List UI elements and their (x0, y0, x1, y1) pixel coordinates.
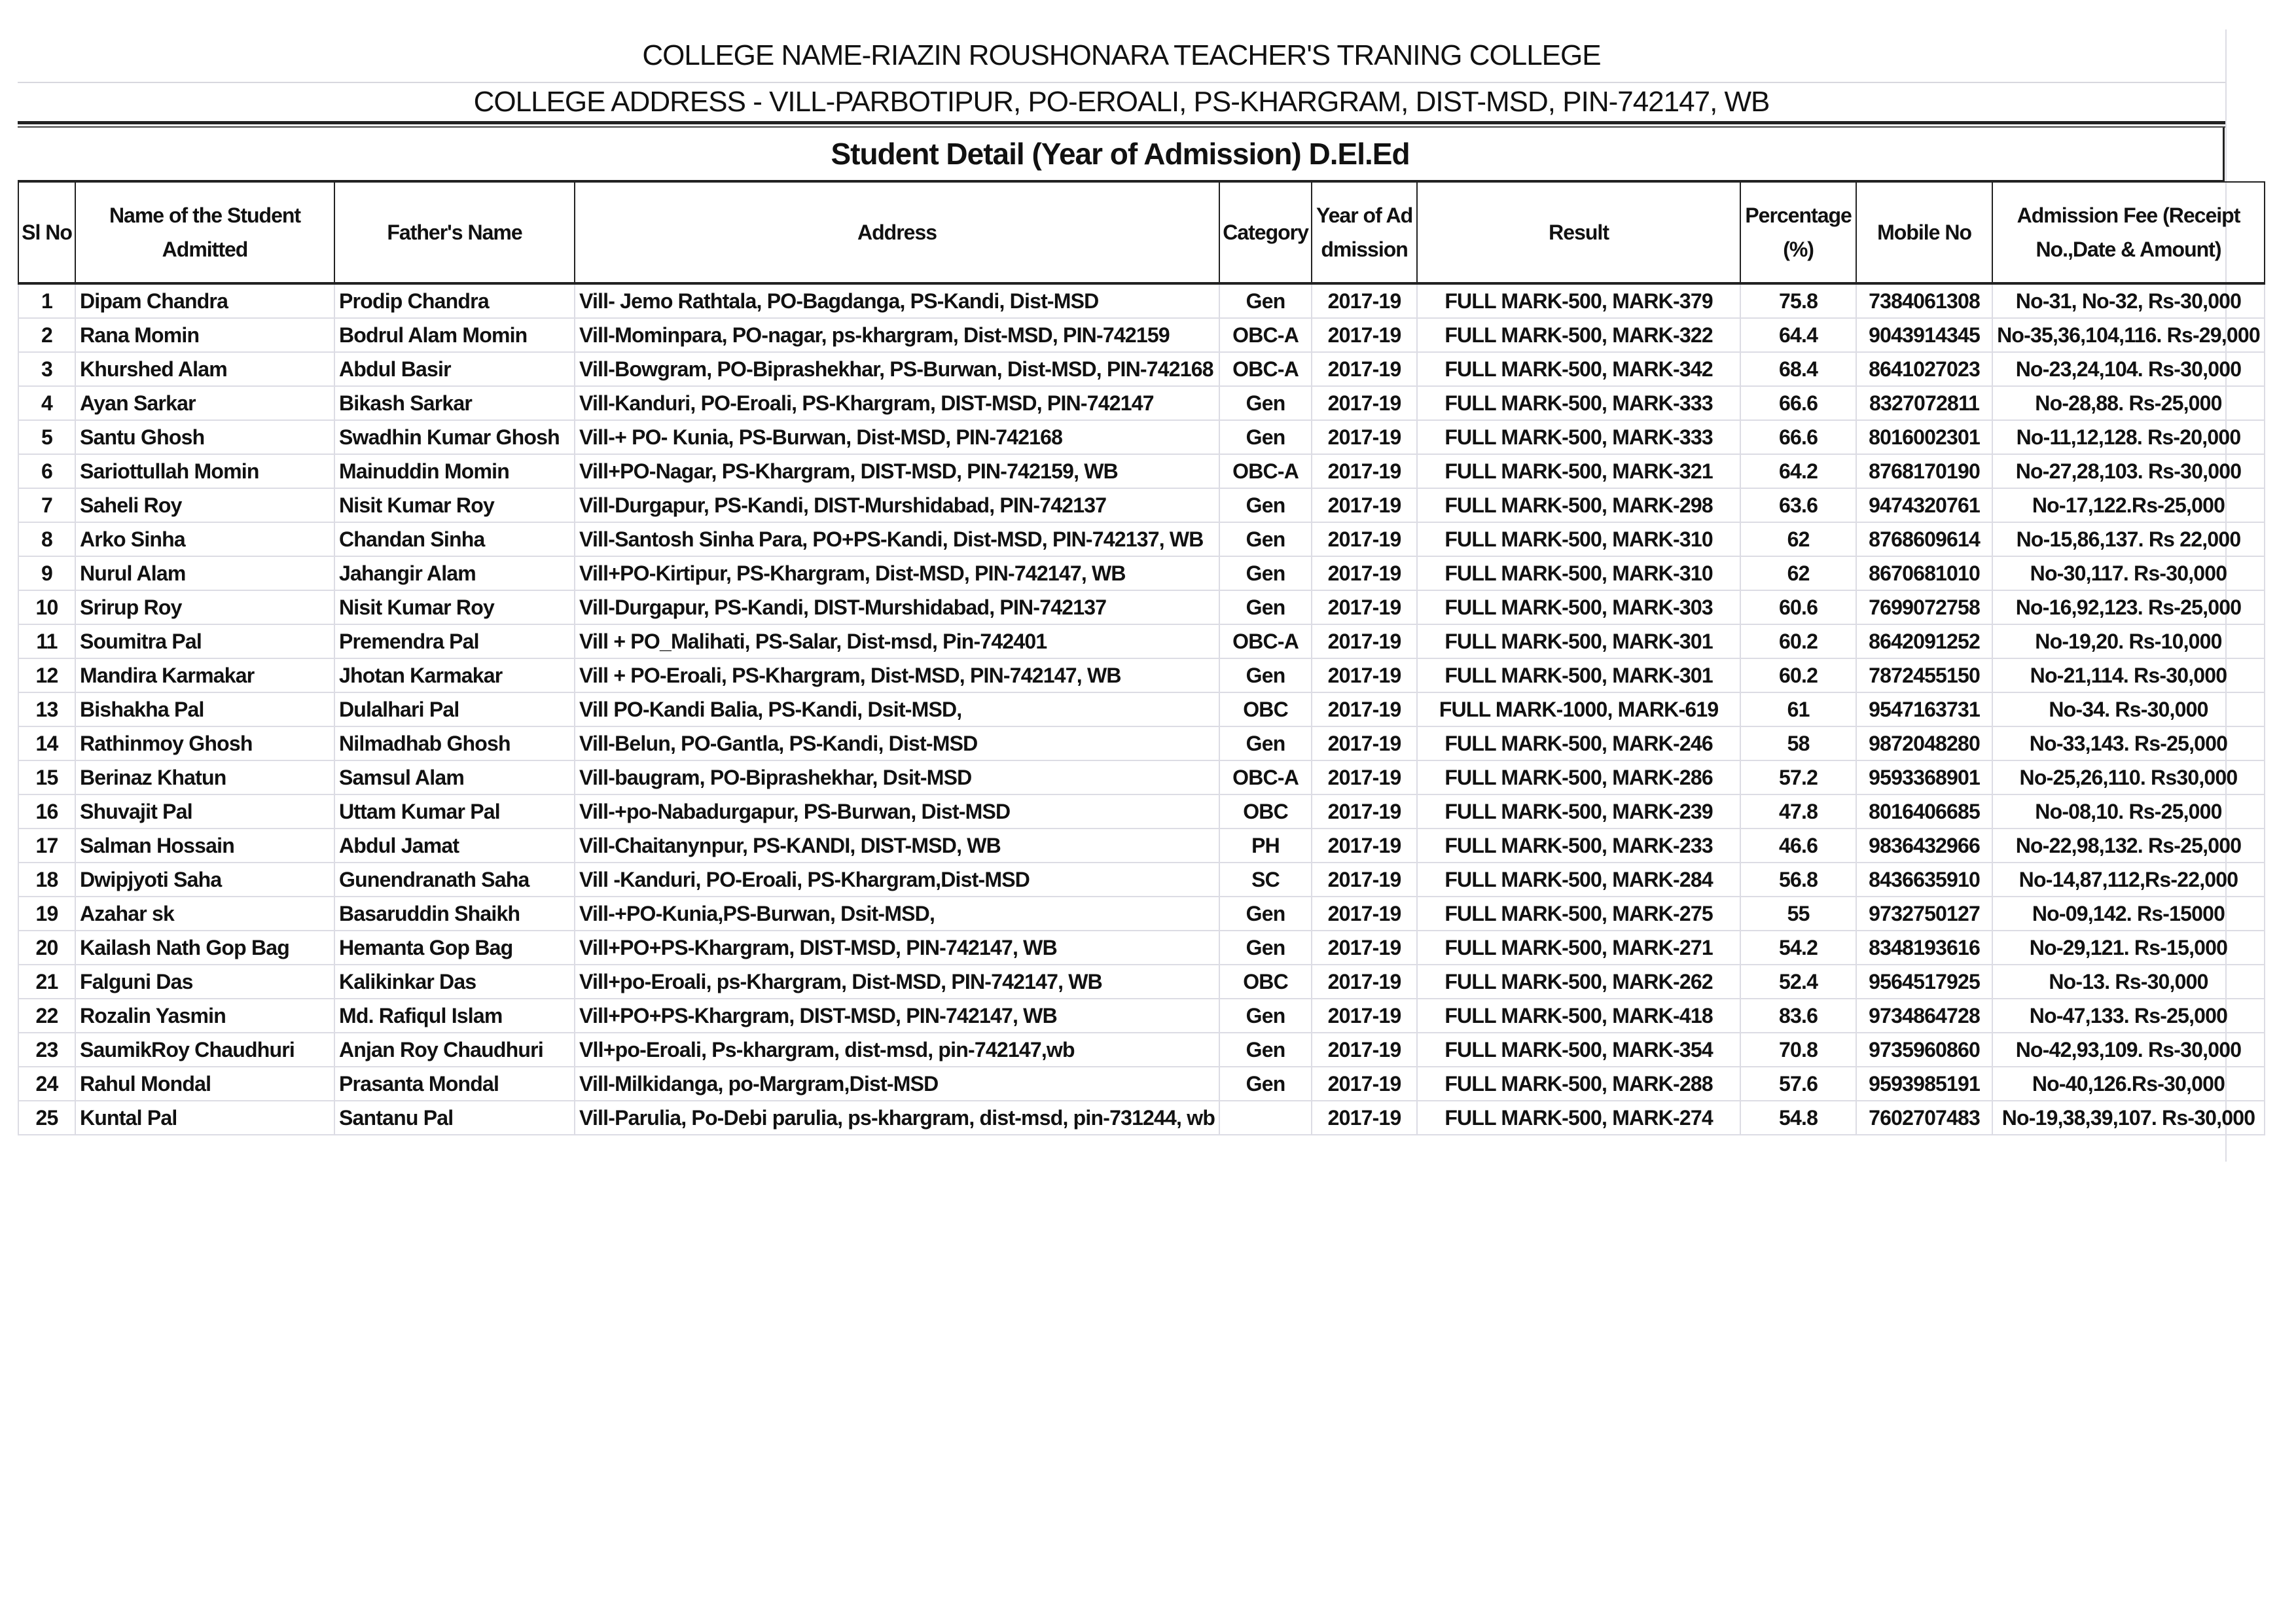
cell-admission-fee: No-17,122.Rs-25,000 (1992, 488, 2265, 522)
table-row (18, 965, 2265, 999)
cell-result: FULL MARK-500, MARK-310 (1417, 556, 1740, 590)
cell-student-name: Berinaz Khatun (75, 760, 334, 794)
cell-year: 2017-19 (1312, 386, 1417, 420)
cell-sl-no: 2 (18, 318, 75, 352)
cell-address: Vill+PO+PS-Khargram, DIST-MSD, PIN-742147, WB (575, 931, 1219, 965)
table-row (18, 488, 2265, 522)
cell-father-name: Nisit Kumar Roy (334, 590, 575, 624)
cell-result: FULL MARK-500, MARK-271 (1417, 931, 1740, 965)
cell-sl-no: 9 (18, 556, 75, 590)
cell-student-name: Rathinmoy Ghosh (75, 726, 334, 760)
cell-year: 2017-19 (1312, 692, 1417, 726)
table-row (18, 522, 2265, 556)
cell-student-name: Soumitra Pal (75, 624, 334, 658)
cell-admission-fee: No-40,126.Rs-30,000 (1992, 1067, 2265, 1101)
cell-mobile: 9564517925 (1856, 965, 1992, 999)
cell-sl-no: 22 (18, 999, 75, 1033)
column-header-student-name: Name of the Student Admitted (75, 182, 334, 283)
cell-address: Vill-Belun, PO-Gantla, PS-Kandi, Dist-MSD (575, 726, 1219, 760)
column-header-admission-fee: Admission Fee (Receipt No.,Date & Amount) (1992, 182, 2265, 283)
cell-admission-fee: No-11,12,128. Rs-20,000 (1992, 420, 2265, 454)
cell-father-name: Bikash Sarkar (334, 386, 575, 420)
cell-year: 2017-19 (1312, 624, 1417, 658)
cell-admission-fee: No-09,142. Rs-15000 (1992, 897, 2265, 931)
cell-admission-fee: No-14,87,112,Rs-22,000 (1992, 863, 2265, 897)
cell-result: FULL MARK-500, MARK-246 (1417, 726, 1740, 760)
cell-year: 2017-19 (1312, 283, 1417, 318)
table-row (18, 556, 2265, 590)
header-row (18, 182, 2265, 283)
cell-student-name: Falguni Das (75, 965, 334, 999)
cell-father-name: Bodrul Alam Momin (334, 318, 575, 352)
cell-year: 2017-19 (1312, 1101, 1417, 1135)
cell-sl-no: 14 (18, 726, 75, 760)
cell-admission-fee: No-35,36,104,116. Rs-29,000 (1992, 318, 2265, 352)
cell-father-name: Swadhin Kumar Ghosh (334, 420, 575, 454)
cell-sl-no: 12 (18, 658, 75, 692)
cell-father-name: Mainuddin Momin (334, 454, 575, 488)
cell-year: 2017-19 (1312, 965, 1417, 999)
table-row (18, 283, 2265, 318)
cell-category: Gen (1219, 726, 1312, 760)
cell-percentage: 56.8 (1740, 863, 1856, 897)
cell-sl-no: 10 (18, 590, 75, 624)
cell-father-name: Premendra Pal (334, 624, 575, 658)
cell-year: 2017-19 (1312, 931, 1417, 965)
cell-address: Vill-Durgapur, PS-Kandi, DIST-Murshidabad, PIN-742137 (575, 590, 1219, 624)
cell-admission-fee: No-22,98,132. Rs-25,000 (1992, 829, 2265, 863)
cell-address: Vill-+PO-Kunia,PS-Burwan, Dsit-MSD, (575, 897, 1219, 931)
table-row (18, 352, 2265, 386)
cell-year: 2017-19 (1312, 556, 1417, 590)
cell-student-name: Saheli Roy (75, 488, 334, 522)
cell-year: 2017-19 (1312, 658, 1417, 692)
cell-sl-no: 6 (18, 454, 75, 488)
cell-category: Gen (1219, 1067, 1312, 1101)
cell-result: FULL MARK-500, MARK-321 (1417, 454, 1740, 488)
cell-year: 2017-19 (1312, 420, 1417, 454)
cell-mobile: 8768609614 (1856, 522, 1992, 556)
cell-category: Gen (1219, 488, 1312, 522)
cell-percentage: 64.2 (1740, 454, 1856, 488)
cell-student-name: Ayan Sarkar (75, 386, 334, 420)
column-header-percentage: Percentage (%) (1740, 182, 1856, 283)
cell-sl-no: 7 (18, 488, 75, 522)
cell-student-name: Rahul Mondal (75, 1067, 334, 1101)
cell-category: OBC-A (1219, 760, 1312, 794)
cell-student-name: Sariottullah Momin (75, 454, 334, 488)
cell-father-name: Abdul Basir (334, 352, 575, 386)
cell-result: FULL MARK-500, MARK-274 (1417, 1101, 1740, 1135)
cell-father-name: Jahangir Alam (334, 556, 575, 590)
cell-sl-no: 19 (18, 897, 75, 931)
cell-percentage: 62 (1740, 556, 1856, 590)
cell-result: FULL MARK-500, MARK-342 (1417, 352, 1740, 386)
cell-address: Vill-+ PO- Kunia, PS-Burwan, Dist-MSD, PIN-742168 (575, 420, 1219, 454)
cell-result: FULL MARK-500, MARK-284 (1417, 863, 1740, 897)
cell-percentage: 61 (1740, 692, 1856, 726)
cell-student-name: Rozalin Yasmin (75, 999, 334, 1033)
cell-category: OBC-A (1219, 318, 1312, 352)
cell-father-name: Hemanta Gop Bag (334, 931, 575, 965)
table-row (18, 829, 2265, 863)
column-header-category: Category (1219, 182, 1312, 283)
cell-father-name: Md. Rafiqul Islam (334, 999, 575, 1033)
cell-admission-fee: No-21,114. Rs-30,000 (1992, 658, 2265, 692)
cell-admission-fee: No-34. Rs-30,000 (1992, 692, 2265, 726)
cell-category: Gen (1219, 283, 1312, 318)
table-row (18, 318, 2265, 352)
cell-address: Vill+PO-Nagar, PS-Khargram, DIST-MSD, PIN-742159, WB (575, 454, 1219, 488)
cell-mobile: 7699072758 (1856, 590, 1992, 624)
cell-year: 2017-19 (1312, 1033, 1417, 1067)
cell-category: Gen (1219, 386, 1312, 420)
cell-address: Vll+po-Eroali, Ps-khargram, dist-msd, pin-742147,wb (575, 1033, 1219, 1067)
cell-result: FULL MARK-500, MARK-418 (1417, 999, 1740, 1033)
cell-student-name: Shuvajit Pal (75, 794, 334, 829)
column-header-sl-no: Sl No (18, 182, 75, 283)
cell-category: Gen (1219, 420, 1312, 454)
cell-sl-no: 25 (18, 1101, 75, 1135)
cell-mobile: 8436635910 (1856, 863, 1992, 897)
table-row (18, 863, 2265, 897)
cell-sl-no: 8 (18, 522, 75, 556)
cell-result: FULL MARK-500, MARK-303 (1417, 590, 1740, 624)
cell-mobile: 7872455150 (1856, 658, 1992, 692)
cell-result: FULL MARK-500, MARK-379 (1417, 283, 1740, 318)
cell-sl-no: 3 (18, 352, 75, 386)
cell-sl-no: 13 (18, 692, 75, 726)
table-row (18, 726, 2265, 760)
cell-student-name: Azahar sk (75, 897, 334, 931)
cell-address: Vill + PO_Malihati, PS-Salar, Dist-msd, Pin-742401 (575, 624, 1219, 658)
cell-student-name: Santu Ghosh (75, 420, 334, 454)
cell-mobile: 9836432966 (1856, 829, 1992, 863)
table-row (18, 1033, 2265, 1067)
cell-year: 2017-19 (1312, 760, 1417, 794)
cell-student-name: Dipam Chandra (75, 283, 334, 318)
cell-mobile: 9547163731 (1856, 692, 1992, 726)
cell-result: FULL MARK-1000, MARK-619 (1417, 692, 1740, 726)
table-row (18, 420, 2265, 454)
cell-father-name: Prodip Chandra (334, 283, 575, 318)
cell-admission-fee: No-27,28,103. Rs-30,000 (1992, 454, 2265, 488)
cell-father-name: Abdul Jamat (334, 829, 575, 863)
cell-sl-no: 1 (18, 283, 75, 318)
cell-father-name: Nisit Kumar Roy (334, 488, 575, 522)
table-row (18, 590, 2265, 624)
table-row (18, 931, 2265, 965)
college-name: COLLEGE NAME-RIAZIN ROUSHONARA TEACHER'S TRANING COLLEGE (18, 29, 2225, 83)
cell-address: Vill-Bowgram, PO-Biprashekhar, PS-Burwan, Dist-MSD, PIN-742168 (575, 352, 1219, 386)
cell-father-name: Gunendranath Saha (334, 863, 575, 897)
cell-address: Vill PO-Kandi Balia, PS-Kandi, Dsit-MSD, (575, 692, 1219, 726)
cell-mobile: 8016002301 (1856, 420, 1992, 454)
cell-year: 2017-19 (1312, 488, 1417, 522)
cell-category: Gen (1219, 999, 1312, 1033)
cell-category (1219, 1101, 1312, 1135)
cell-admission-fee: No-29,121. Rs-15,000 (1992, 931, 2265, 965)
cell-admission-fee: No-15,86,137. Rs 22,000 (1992, 522, 2265, 556)
cell-student-name: Srirup Roy (75, 590, 334, 624)
cell-category: OBC (1219, 794, 1312, 829)
cell-year: 2017-19 (1312, 1067, 1417, 1101)
cell-father-name: Dulalhari Pal (334, 692, 575, 726)
cell-result: FULL MARK-500, MARK-275 (1417, 897, 1740, 931)
cell-mobile: 8348193616 (1856, 931, 1992, 965)
cell-address: Vill-baugram, PO-Biprashekhar, Dsit-MSD (575, 760, 1219, 794)
cell-address: Vill-Parulia, Po-Debi parulia, ps-khargram, dist-msd, pin-731244, wb (575, 1101, 1219, 1135)
cell-student-name: Mandira Karmakar (75, 658, 334, 692)
cell-result: FULL MARK-500, MARK-354 (1417, 1033, 1740, 1067)
cell-year: 2017-19 (1312, 590, 1417, 624)
cell-percentage: 66.6 (1740, 420, 1856, 454)
cell-address: Vill-Chaitanynpur, PS-KANDI, DIST-MSD, WB (575, 829, 1219, 863)
cell-category: Gen (1219, 658, 1312, 692)
cell-category: Gen (1219, 556, 1312, 590)
cell-student-name: Nurul Alam (75, 556, 334, 590)
table-row (18, 1067, 2265, 1101)
cell-father-name: Anjan Roy Chaudhuri (334, 1033, 575, 1067)
table-body (18, 283, 2265, 1135)
cell-mobile: 7602707483 (1856, 1101, 1992, 1135)
cell-category: OBC (1219, 692, 1312, 726)
table-row (18, 692, 2265, 726)
cell-admission-fee: No-33,143. Rs-25,000 (1992, 726, 2265, 760)
cell-student-name: Khurshed Alam (75, 352, 334, 386)
cell-year: 2017-19 (1312, 829, 1417, 863)
college-address: COLLEGE ADDRESS - VILL-PARBOTIPUR, PO-EROALI, PS-KHARGRAM, DIST-MSD, PIN-742147, WB (473, 86, 1770, 118)
cell-mobile: 9735960860 (1856, 1033, 1992, 1067)
column-header-father-name: Father's Name (334, 182, 575, 283)
cell-sl-no: 24 (18, 1067, 75, 1101)
cell-result: FULL MARK-500, MARK-333 (1417, 386, 1740, 420)
column-header-mobile: Mobile No (1856, 182, 1992, 283)
cell-admission-fee: No-23,24,104. Rs-30,000 (1992, 352, 2265, 386)
cell-student-name: Bishakha Pal (75, 692, 334, 726)
cell-category: OBC-A (1219, 454, 1312, 488)
cell-year: 2017-19 (1312, 522, 1417, 556)
cell-percentage: 54.8 (1740, 1101, 1856, 1135)
cell-admission-fee: No-13. Rs-30,000 (1992, 965, 2265, 999)
cell-year: 2017-19 (1312, 352, 1417, 386)
cell-father-name: Samsul Alam (334, 760, 575, 794)
cell-result: FULL MARK-500, MARK-301 (1417, 624, 1740, 658)
column-header-result: Result (1417, 182, 1740, 283)
cell-sl-no: 17 (18, 829, 75, 863)
cell-admission-fee: No-30,117. Rs-30,000 (1992, 556, 2265, 590)
cell-student-name: SaumikRoy Chaudhuri (75, 1033, 334, 1067)
cell-percentage: 62 (1740, 522, 1856, 556)
cell-admission-fee: No-47,133. Rs-25,000 (1992, 999, 2265, 1033)
cell-sl-no: 20 (18, 931, 75, 965)
table-row (18, 658, 2265, 692)
cell-admission-fee: No-25,26,110. Rs30,000 (1992, 760, 2265, 794)
cell-category: Gen (1219, 522, 1312, 556)
cell-father-name: Chandan Sinha (334, 522, 575, 556)
cell-result: FULL MARK-500, MARK-298 (1417, 488, 1740, 522)
cell-student-name: Kuntal Pal (75, 1101, 334, 1135)
cell-percentage: 52.4 (1740, 965, 1856, 999)
cell-category: PH (1219, 829, 1312, 863)
cell-admission-fee: No-08,10. Rs-25,000 (1992, 794, 2265, 829)
cell-father-name: Nilmadhab Ghosh (334, 726, 575, 760)
cell-address: Vill -Kanduri, PO-Eroali, PS-Khargram,Dist-MSD (575, 863, 1219, 897)
cell-percentage: 57.6 (1740, 1067, 1856, 1101)
cell-year: 2017-19 (1312, 897, 1417, 931)
cell-sl-no: 21 (18, 965, 75, 999)
cell-mobile: 8641027023 (1856, 352, 1992, 386)
cell-mobile: 9593985191 (1856, 1067, 1992, 1101)
table-title: Student Detail (Year of Admission) D.El.Ed (18, 128, 2225, 183)
cell-percentage: 66.6 (1740, 386, 1856, 420)
cell-percentage: 70.8 (1740, 1033, 1856, 1067)
cell-address: Vill- Jemo Rathtala, PO-Bagdanga, PS-Kandi, Dist-MSD (575, 283, 1219, 318)
cell-father-name: Jhotan Karmakar (334, 658, 575, 692)
cell-percentage: 54.2 (1740, 931, 1856, 965)
cell-address: Vill+PO-Kirtipur, PS-Khargram, Dist-MSD, PIN-742147, WB (575, 556, 1219, 590)
cell-admission-fee: No-16,92,123. Rs-25,000 (1992, 590, 2265, 624)
cell-sl-no: 23 (18, 1033, 75, 1067)
cell-admission-fee: No-28,88. Rs-25,000 (1992, 386, 2265, 420)
cell-sl-no: 18 (18, 863, 75, 897)
column-header-address: Address (575, 182, 1219, 283)
cell-year: 2017-19 (1312, 454, 1417, 488)
cell-sl-no: 4 (18, 386, 75, 420)
cell-year: 2017-19 (1312, 726, 1417, 760)
cell-percentage: 63.6 (1740, 488, 1856, 522)
cell-category: Gen (1219, 590, 1312, 624)
cell-mobile: 9043914345 (1856, 318, 1992, 352)
cell-father-name: Basaruddin Shaikh (334, 897, 575, 931)
table-row (18, 794, 2265, 829)
cell-address: Vill-+po-Nabadurgapur, PS-Burwan, Dist-MSD (575, 794, 1219, 829)
cell-percentage: 83.6 (1740, 999, 1856, 1033)
cell-address: Vill-Santosh Sinha Para, PO+PS-Kandi, Dist-MSD, PIN-742137, WB (575, 522, 1219, 556)
cell-category: SC (1219, 863, 1312, 897)
table-row (18, 999, 2265, 1033)
cell-sl-no: 11 (18, 624, 75, 658)
cell-address: Vill+PO+PS-Khargram, DIST-MSD, PIN-742147, WB (575, 999, 1219, 1033)
table-row (18, 897, 2265, 931)
cell-student-name: Kailash Nath Gop Bag (75, 931, 334, 965)
cell-sl-no: 5 (18, 420, 75, 454)
cell-percentage: 60.6 (1740, 590, 1856, 624)
cell-student-name: Rana Momin (75, 318, 334, 352)
cell-year: 2017-19 (1312, 863, 1417, 897)
table-row (18, 1101, 2265, 1135)
cell-sl-no: 16 (18, 794, 75, 829)
cell-percentage: 58 (1740, 726, 1856, 760)
cell-result: FULL MARK-500, MARK-301 (1417, 658, 1740, 692)
cell-category: OBC-A (1219, 624, 1312, 658)
cell-mobile: 7384061308 (1856, 283, 1992, 318)
cell-percentage: 55 (1740, 897, 1856, 931)
cell-category: OBC-A (1219, 352, 1312, 386)
cell-address: Vill-Mominpara, PO-nagar, ps-khargram, Dist-MSD, PIN-742159 (575, 318, 1219, 352)
cell-mobile: 8642091252 (1856, 624, 1992, 658)
cell-mobile: 9593368901 (1856, 760, 1992, 794)
cell-percentage: 47.8 (1740, 794, 1856, 829)
cell-mobile: 8327072811 (1856, 386, 1992, 420)
cell-percentage: 60.2 (1740, 624, 1856, 658)
cell-mobile: 8016406685 (1856, 794, 1992, 829)
cell-percentage: 46.6 (1740, 829, 1856, 863)
cell-category: OBC (1219, 965, 1312, 999)
cell-year: 2017-19 (1312, 794, 1417, 829)
cell-percentage: 68.4 (1740, 352, 1856, 386)
cell-father-name: Uttam Kumar Pal (334, 794, 575, 829)
cell-mobile: 9734864728 (1856, 999, 1992, 1033)
cell-result: FULL MARK-500, MARK-333 (1417, 420, 1740, 454)
cell-result: FULL MARK-500, MARK-310 (1417, 522, 1740, 556)
cell-category: Gen (1219, 897, 1312, 931)
cell-percentage: 64.4 (1740, 318, 1856, 352)
cell-admission-fee: No-19,20. Rs-10,000 (1992, 624, 2265, 658)
cell-address: Vill+po-Eroali, ps-Khargram, Dist-MSD, PIN-742147, WB (575, 965, 1219, 999)
cell-father-name: Kalikinkar Das (334, 965, 575, 999)
cell-address: Vill + PO-Eroali, PS-Khargram, Dist-MSD, PIN-742147, WB (575, 658, 1219, 692)
cell-father-name: Santanu Pal (334, 1101, 575, 1135)
cell-result: FULL MARK-500, MARK-233 (1417, 829, 1740, 863)
cell-address: Vill-Kanduri, PO-Eroali, PS-Khargram, DIST-MSD, PIN-742147 (575, 386, 1219, 420)
cell-sl-no: 15 (18, 760, 75, 794)
cell-mobile: 9732750127 (1856, 897, 1992, 931)
cell-year: 2017-19 (1312, 999, 1417, 1033)
cell-father-name: Prasanta Mondal (334, 1067, 575, 1101)
cell-percentage: 57.2 (1740, 760, 1856, 794)
cell-result: FULL MARK-500, MARK-322 (1417, 318, 1740, 352)
column-header-year: Year of Addmission (1312, 182, 1417, 283)
cell-admission-fee: No-31, No-32, Rs-30,000 (1992, 283, 2265, 318)
cell-address: Vill-Milkidanga, po-Margram,Dist-MSD (575, 1067, 1219, 1101)
cell-student-name: Dwipjyoti Saha (75, 863, 334, 897)
table-row (18, 760, 2265, 794)
cell-student-name: Salman Hossain (75, 829, 334, 863)
divider (18, 121, 2225, 124)
table-row (18, 454, 2265, 488)
table-row (18, 624, 2265, 658)
cell-year: 2017-19 (1312, 318, 1417, 352)
cell-admission-fee: No-42,93,109. Rs-30,000 (1992, 1033, 2265, 1067)
cell-student-name: Arko Sinha (75, 522, 334, 556)
cell-mobile: 8768170190 (1856, 454, 1992, 488)
cell-mobile: 8670681010 (1856, 556, 1992, 590)
cell-mobile: 9474320761 (1856, 488, 1992, 522)
table-row (18, 386, 2265, 420)
cell-result: FULL MARK-500, MARK-262 (1417, 965, 1740, 999)
student-table (18, 181, 2265, 1135)
cell-percentage: 60.2 (1740, 658, 1856, 692)
cell-percentage: 75.8 (1740, 283, 1856, 318)
cell-category: Gen (1219, 1033, 1312, 1067)
cell-result: FULL MARK-500, MARK-288 (1417, 1067, 1740, 1101)
cell-address: Vill-Durgapur, PS-Kandi, DIST-Murshidabad, PIN-742137 (575, 488, 1219, 522)
cell-admission-fee: No-19,38,39,107. Rs-30,000 (1992, 1101, 2265, 1135)
cell-mobile: 9872048280 (1856, 726, 1992, 760)
cell-result: FULL MARK-500, MARK-239 (1417, 794, 1740, 829)
cell-category: Gen (1219, 931, 1312, 965)
cell-result: FULL MARK-500, MARK-286 (1417, 760, 1740, 794)
